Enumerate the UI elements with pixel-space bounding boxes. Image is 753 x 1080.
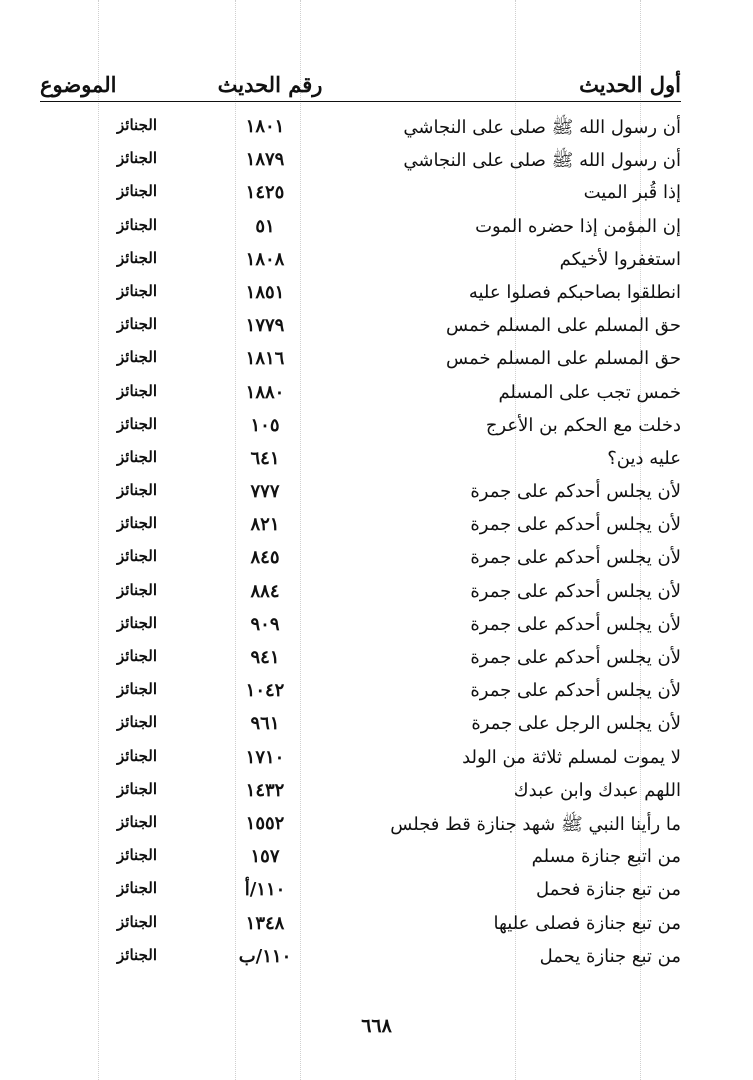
hadith-topic: الجنائز — [117, 713, 157, 732]
table-row — [0, 245, 753, 278]
hadith-number: ١١٠/أ — [244, 879, 286, 901]
hadith-number: ٨٢١ — [250, 514, 280, 536]
table-row — [0, 510, 753, 543]
table-row — [0, 942, 753, 975]
table-row — [0, 875, 753, 908]
hadith-opening-text: عليه دين؟ — [607, 447, 681, 469]
table-row — [0, 112, 753, 145]
table-row — [0, 643, 753, 676]
hadith-topic: الجنائز — [117, 812, 157, 831]
hadith-number: ١٤٣٢ — [245, 779, 285, 801]
page-number: ٦٦٨ — [361, 1015, 392, 1037]
table-row — [0, 145, 753, 178]
hadith-number: ١٨٠١ — [245, 116, 285, 137]
hadith-topic: الجنائز — [117, 381, 157, 400]
hadith-number: ٩٤١ — [250, 647, 280, 668]
hadith-topic: الجنائز — [117, 414, 157, 433]
hadith-number: ١٥٧ — [250, 846, 280, 868]
hadith-topic: الجنائز — [117, 879, 157, 898]
hadith-topic: الجنائز — [117, 447, 157, 466]
hadith-opening-text: اللهم عبدك وابن عبدك — [513, 779, 681, 801]
hadith-number: ٨٤٥ — [250, 547, 280, 569]
hadith-number: ١٧٧٩ — [245, 315, 285, 337]
hadith-opening-text: من تبع جنازة فصلى عليها — [493, 912, 681, 934]
hadith-opening-text: حق المسلم على المسلم خمس — [446, 348, 681, 370]
hadith-opening-text: لأن يجلس أحدكم على جمرة — [470, 481, 681, 503]
hadith-topic: الجنائز — [117, 481, 157, 500]
hadith-number: ٧٧٧ — [250, 481, 280, 503]
hadith-topic: الجنائز — [117, 348, 157, 367]
table-row — [0, 543, 753, 576]
hadith-topic: الجنائز — [117, 149, 157, 168]
table-row — [0, 278, 753, 311]
header-topic: الموضوع — [40, 72, 117, 97]
hadith-topic: الجنائز — [117, 281, 157, 300]
hadith-opening-text: من تبع جنازة فحمل — [536, 879, 681, 901]
hadith-opening-text: لا يموت لمسلم ثلاثة من الولد — [462, 746, 681, 768]
hadith-opening-text: إن المؤمن إذا حضره الموت — [475, 215, 681, 237]
hadith-number: ١٠٤٢ — [245, 680, 285, 702]
header-hadith-number: رقم الحديث — [217, 72, 323, 97]
table-row — [0, 344, 753, 377]
hadith-topic: الجنائز — [117, 945, 157, 964]
table-row — [0, 411, 753, 444]
table-row — [0, 743, 753, 776]
hadith-number: ١٨٧٩ — [245, 149, 285, 171]
hadith-opening-text: من تبع جنازة يحمل — [539, 945, 681, 967]
hadith-opening-text: استغفروا لأخيكم — [559, 248, 681, 270]
hadith-topic: الجنائز — [117, 680, 157, 699]
hadith-opening-text: لأن يجلس أحدكم على جمرة — [470, 680, 681, 702]
header-rule — [40, 101, 681, 102]
hadith-topic: الجنائز — [117, 248, 157, 267]
hadith-opening-text: لأن يجلس أحدكم على جمرة — [470, 647, 681, 668]
table-row — [0, 477, 753, 510]
hadith-number: ١٨١٦ — [245, 348, 285, 370]
table-row — [0, 444, 753, 477]
table-row — [0, 178, 753, 211]
table-row — [0, 676, 753, 709]
table-row — [0, 809, 753, 842]
hadith-number: ٥١ — [255, 215, 275, 237]
hadith-number: ١٠٥ — [250, 414, 280, 436]
hadith-topic: الجنائز — [117, 580, 157, 599]
hadith-opening-text: ما رأينا النبي ﷺ شهد جنازة قط فجلس — [390, 813, 681, 835]
hadith-number: ٨٨٤ — [250, 580, 280, 602]
hadith-number: ١٤٢٥ — [245, 182, 285, 204]
hadith-topic: الجنائز — [117, 315, 157, 334]
hadith-topic: الجنائز — [117, 647, 157, 665]
hadith-topic: الجنائز — [117, 215, 157, 234]
hadith-topic: الجنائز — [117, 912, 157, 931]
table-row — [0, 311, 753, 344]
table-row — [0, 378, 753, 411]
hadith-number: ٩٠٩ — [250, 613, 280, 635]
table-row — [0, 776, 753, 809]
header-first-of-hadith: أول الحديث — [579, 72, 681, 97]
hadith-topic: الجنائز — [117, 116, 157, 134]
hadith-opening-text: لأن يجلس أحدكم على جمرة — [470, 547, 681, 569]
table-row — [0, 610, 753, 643]
hadith-opening-text: لأن يجلس الرجل على جمرة — [471, 713, 681, 735]
hadith-number: ٦٤١ — [250, 447, 280, 469]
hadith-topic: الجنائز — [117, 846, 157, 865]
hadith-opening-text: لأن يجلس أحدكم على جمرة — [470, 580, 681, 602]
hadith-opening-text: حق المسلم على المسلم خمس — [446, 315, 681, 337]
hadith-index-table — [0, 112, 753, 975]
hadith-opening-text: لأن يجلس أحدكم على جمرة — [470, 613, 681, 635]
table-row — [0, 842, 753, 875]
hadith-topic: الجنائز — [117, 613, 157, 632]
hadith-opening-text: أن رسول الله ﷺ صلى على النجاشي — [403, 150, 681, 172]
table-row — [0, 577, 753, 610]
hadith-opening-text: إذا قُبر الميت — [583, 182, 681, 204]
hadith-opening-text: انطلقوا بصاحبكم فصلوا عليه — [468, 281, 681, 303]
table-row — [0, 709, 753, 742]
hadith-topic: الجنائز — [117, 779, 157, 798]
hadith-number: ١٨٠٨ — [245, 248, 285, 270]
hadith-number: ١١٠/ب — [238, 945, 292, 967]
hadith-topic: الجنائز — [117, 182, 157, 201]
hadith-opening-text: خمس تجب على المسلم — [498, 381, 681, 403]
hadith-topic: الجنائز — [117, 746, 157, 765]
hadith-topic: الجنائز — [117, 514, 157, 533]
hadith-number: ١٧١٠ — [245, 746, 285, 768]
hadith-number: ١٨٥١ — [245, 281, 285, 303]
hadith-number: ١٥٥٢ — [245, 812, 285, 834]
hadith-opening-text: من اتبع جنازة مسلم — [531, 846, 681, 868]
hadith-topic: الجنائز — [117, 547, 157, 566]
hadith-opening-text: لأن يجلس أحدكم على جمرة — [470, 514, 681, 536]
hadith-opening-text: دخلت مع الحكم بن الأعرج — [485, 414, 681, 436]
hadith-number: ١٣٤٨ — [245, 912, 285, 934]
table-row — [0, 909, 753, 942]
hadith-number: ٩٦١ — [250, 713, 280, 735]
hadith-number: ١٨٨٠ — [245, 381, 285, 403]
table-row — [0, 212, 753, 245]
hadith-opening-text: أن رسول الله ﷺ صلى على النجاشي — [403, 117, 681, 138]
